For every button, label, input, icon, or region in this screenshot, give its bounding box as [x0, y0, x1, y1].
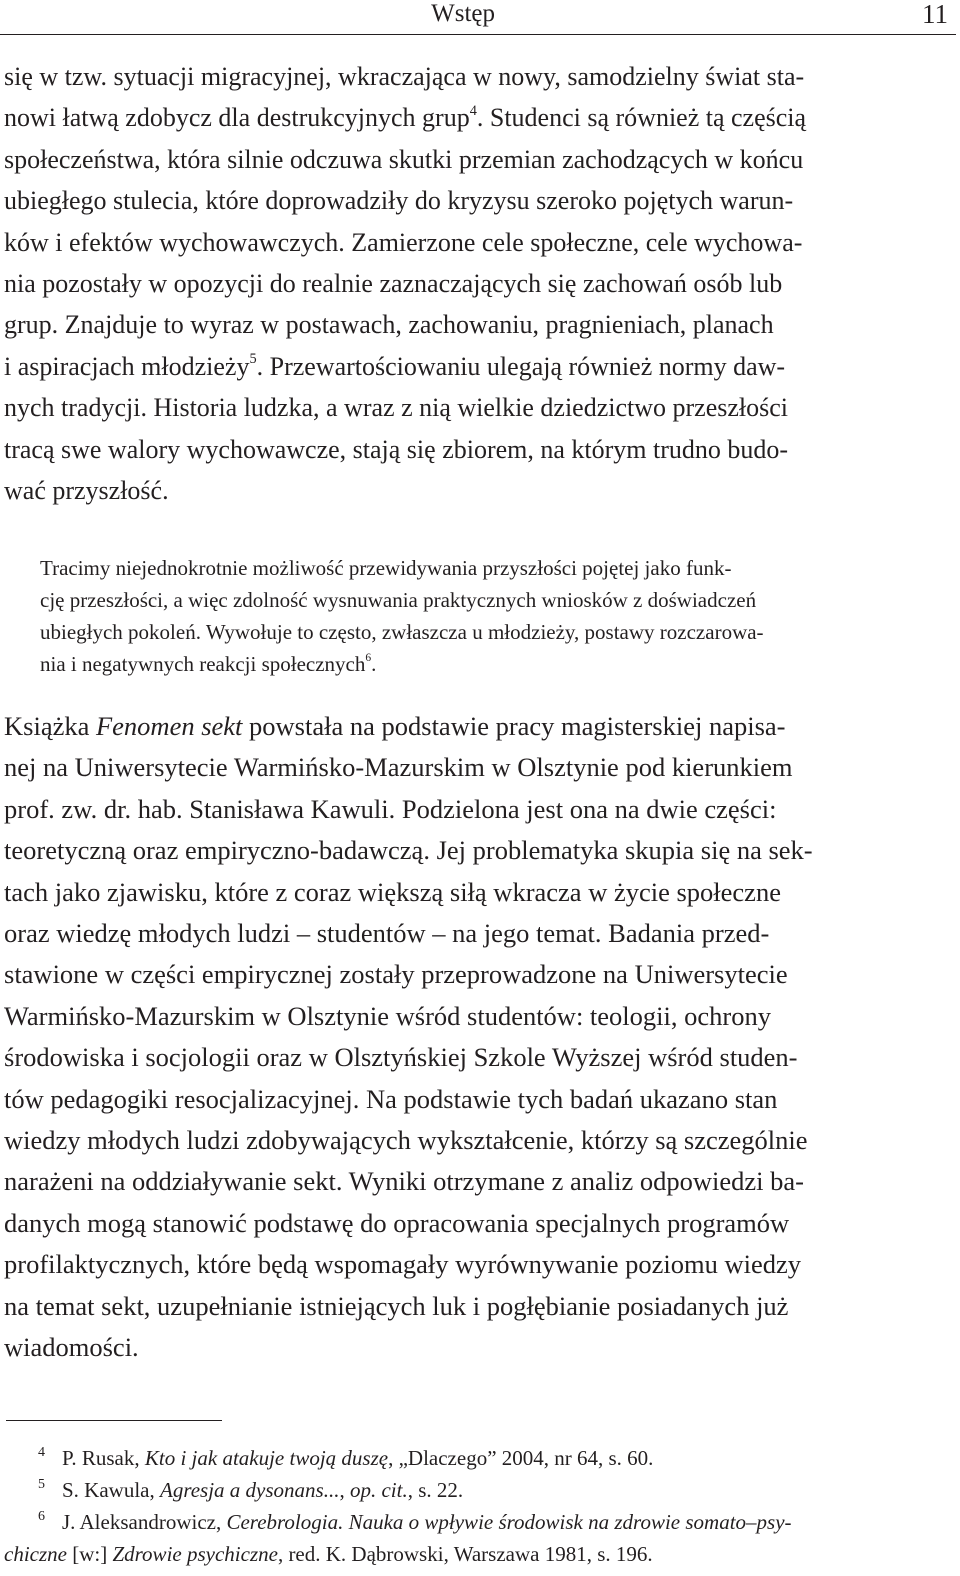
footnote-6: 6 J. Aleksandrowicz, Cerebrologia. Nauka o wpływie środowisk na zdrowie somato–psy- chiczne [w:] Zdrowie psychiczne, red. K. Dąbrowski, Warszawa 1981, s. 196. — [4, 1506, 952, 1570]
text-line: teoretyczną oraz empiryczno-badawczą. Jej problematyka skupia się na sek- — [4, 835, 813, 866]
text-line: się w tzw. sytuacji migracyjnej, wkraczająca w nowy, samodzielny świat sta- — [4, 62, 805, 91]
header-rule — [0, 34, 956, 35]
book-title: Fenomen sekt — [95, 711, 243, 741]
running-header — [0, 0, 960, 36]
footnote-5: 5 S. Kawula, Agresja a dysonans..., op. cit., s. 22. — [4, 1474, 952, 1506]
quote-line: nia i negatywnych reakcji społecznych$^6$. — [40, 652, 377, 676]
footnote-number: 4 — [38, 1445, 45, 1460]
footnote-ref-6: 6 — [365, 652, 372, 665]
text-line: tach jako zjawisku, które z coraz większą siłą wkracza w życie społeczne — [4, 876, 781, 907]
cited-title: Agresja a dysonans... — [160, 1478, 340, 1502]
text-line: i aspiracjach młodzieży$^5$. Przewartościowaniu ulegają również normy daw- — [4, 351, 786, 381]
cited-title: Kto i jak atakuje twoją duszę — [144, 1446, 389, 1470]
text-line: stawione w części empirycznej zostały przeprowadzone na Uniwersytecie — [4, 959, 788, 990]
footnotes — [4, 1442, 952, 1570]
text-line: oraz wiedzę młodych ludzi – studentów – na jego temat. Badania przed- — [4, 918, 770, 949]
footnote-number: 5 — [38, 1477, 45, 1492]
text-line: Książka Fenomen sekt powstała na podstawie pracy magisterskiej napisa- — [4, 711, 786, 741]
footnote-4: 4 P. Rusak, Kto i jak atakuje twoją duszę, „Dlaczego” 2004, nr 64, s. 60. — [4, 1442, 952, 1474]
text-line: profilaktycznych, które będą wspomagały wyrównywanie poziomu wiedzy — [4, 1249, 801, 1280]
text-line: ubiegłego stulecia, które doprowadziły do kryzysu szeroko pojętych warun- — [4, 186, 794, 216]
section-title: Wstęp — [431, 0, 495, 27]
quote-line: cję przeszłości, a więc zdolność wysnuwania praktycznych wniosków z doświadczeń — [40, 588, 757, 612]
text-line: danych mogą stanowić podstawę do opracowania specjalnych programów — [4, 1207, 790, 1238]
footnote-number: 6 — [38, 1509, 45, 1524]
text-line: tracą swe walory wychowawcze, stają się zbiorem, na którym trudno budo- — [4, 434, 789, 464]
text-line: nowi łatwą zdobycz dla destrukcyjnych grup$^4$. Studenci są również tą częścią — [4, 102, 807, 133]
text-line: wać przyszłość. — [4, 476, 169, 506]
book-title: Zdrowie psychiczne — [112, 1542, 278, 1566]
text-line: narażeni na oddziaływanie sekt. Wyniki otrzymane z analiz odpowiedzi ba- — [4, 1166, 804, 1197]
page-number: 11 — [922, 0, 948, 29]
footnote-rule — [6, 1420, 222, 1421]
text-line: tów pedagogiki resocjalizacyjnej. Na podstawie tych badań ukazano stan — [4, 1083, 778, 1114]
footnote-ref-5: 5 — [249, 351, 257, 368]
text-line: na temat sekt, uzupełnianie istniejących luk i pogłębianie posiadanych już — [4, 1290, 789, 1321]
footnote-ref-4: 4 — [469, 102, 477, 119]
body-paragraph-2 — [4, 706, 952, 1369]
text-line: grup. Znajduje to wyraz w postawach, zachowaniu, pragnieniach, planach — [4, 310, 774, 340]
body-paragraph-1 — [4, 56, 952, 511]
op-cit: op. cit. — [349, 1478, 408, 1502]
text-line: wiadomości. — [4, 1332, 139, 1363]
text-line: ków i efektów wychowawczych. Zamierzone cele społeczne, cele wychowa- — [4, 227, 803, 257]
block-quote — [40, 552, 952, 680]
text-line: wiedzy młodych ludzi zdobywających wykształcenie, którzy są szczególnie — [4, 1125, 808, 1156]
text-line: nia pozostały w opozycji do realnie zaznaczających się zachowań osób lub — [4, 269, 783, 299]
text-line: nej na Uniwersytecie Warmińsko-Mazurskim w Olsztynie pod kierunkiem — [4, 752, 793, 783]
quote-line: ubiegłych pokoleń. Wywołuje to często, zwłaszcza u młodzieży, postawy rozczarowa- — [40, 620, 764, 644]
text-line: społeczeństwa, która silnie odczuwa skutki przemian zachodzących w końcu — [4, 144, 804, 174]
text-line: prof. zw. dr. hab. Stanisława Kawuli. Podzielona jest ona na dwie części: — [4, 793, 777, 824]
quote-line: Tracimy niejednokrotnie możliwość przewidywania przyszłości pojętej jako funk- — [40, 556, 732, 580]
text-line: nych tradycji. Historia ludzka, a wraz z nią wielkie dziedzictwo przeszłości — [4, 393, 789, 423]
cited-title: Cerebrologia. Nauka o wpływie środowisk na zdrowie somato–psy- — [226, 1510, 792, 1534]
text-line: środowiska i socjologii oraz w Olsztyńskiej Szkole Wyższej wśród studen- — [4, 1042, 798, 1073]
text-line: Warmińsko-Mazurskim w Olsztynie wśród studentów: teologii, ochrony — [4, 1000, 771, 1031]
